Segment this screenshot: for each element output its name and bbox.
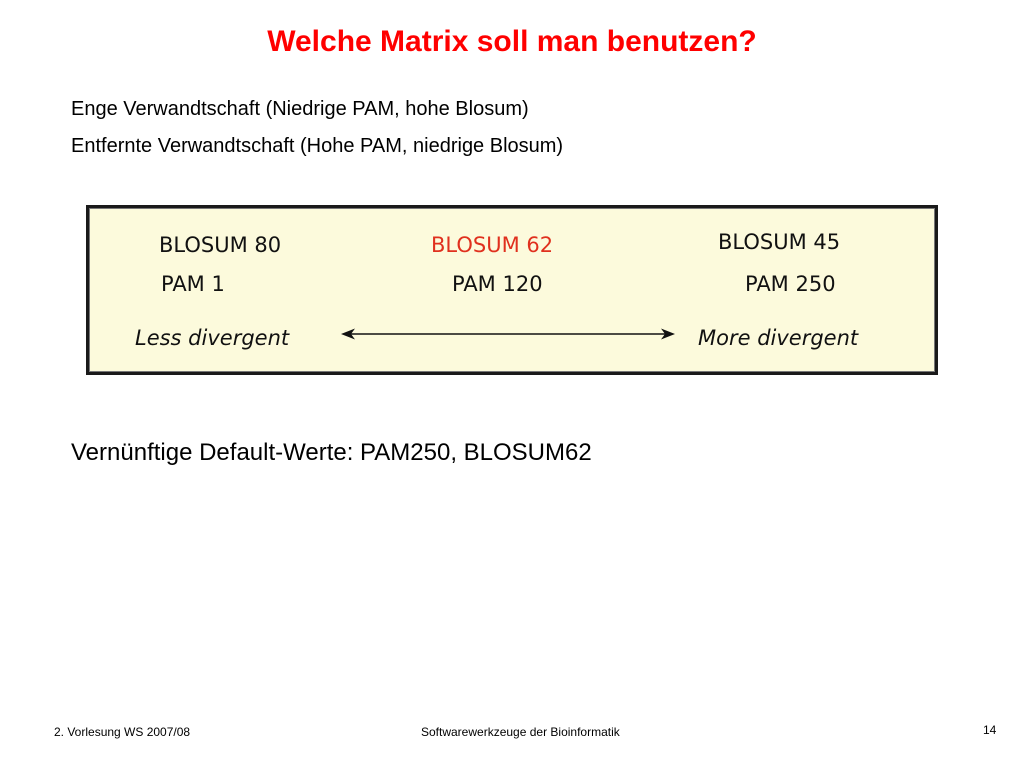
bullet-close-relationship: Enge Verwandtschaft (Niedrige PAM, hohe Blosum) xyxy=(71,98,529,120)
label-pam-1: PAM 1 xyxy=(161,272,225,296)
slide-title: Welche Matrix soll man benutzen? xyxy=(267,25,757,58)
default-values-statement: Vernünftige Default-Werte: PAM250, BLOSUM62 xyxy=(71,439,592,466)
label-pam-120: PAM 120 xyxy=(452,272,543,296)
label-blosum-45: BLOSUM 45 xyxy=(718,230,841,254)
footer-course-title: Softwarewerkzeuge der Bioinformatik xyxy=(421,725,620,739)
label-less-divergent: Less divergent xyxy=(135,326,290,350)
label-more-divergent: More divergent xyxy=(698,326,859,350)
label-pam-250: PAM 250 xyxy=(745,272,836,296)
double-headed-arrow-icon xyxy=(341,327,675,341)
footer-page-number: 14 xyxy=(983,723,997,737)
label-blosum-62: BLOSUM 62 xyxy=(431,233,554,257)
footer-lecture-info: 2. Vorlesung WS 2007/08 xyxy=(54,725,191,739)
bullet-distant-relationship: Entfernte Verwandtschaft (Hohe PAM, niedrige Blosum) xyxy=(71,135,564,157)
matrix-comparison-figure xyxy=(86,205,938,375)
label-blosum-80: BLOSUM 80 xyxy=(159,233,282,257)
